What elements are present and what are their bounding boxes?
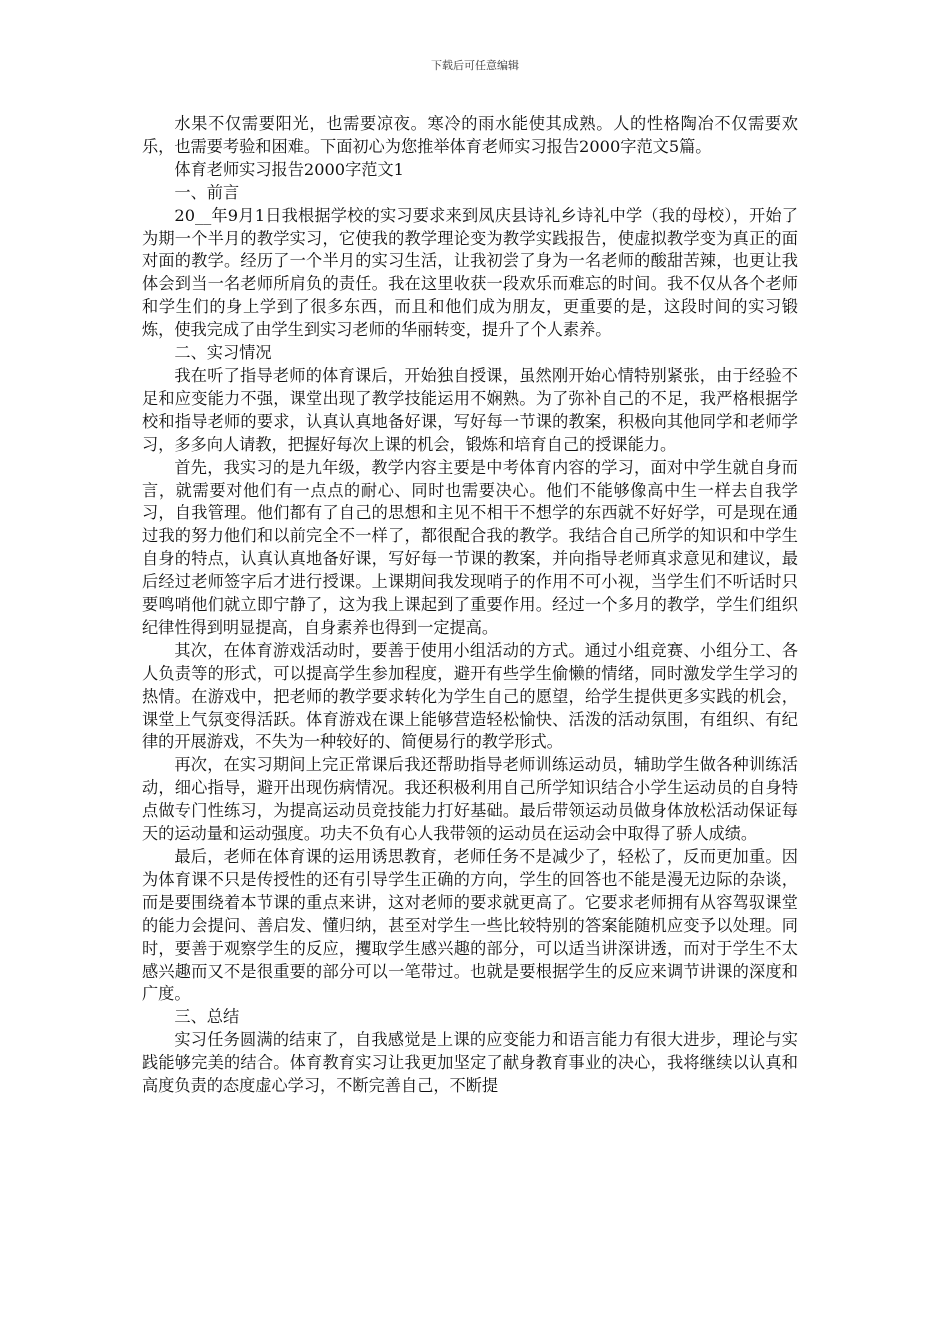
body-paragraph: 其次，在体育游戏活动时，要善于使用小组活动的方式。通过小组竞赛、小组分工、各人负责等的形式，可以提高学生参加程度，避开有些学生偷懒的情绪，同时激发学生学习的热情。在游戏中，把老师的教学要求转化为学生自己的愿望，给学生提供更多实践的机会，课堂上气氛变得活跃。体育游戏在课上能够营造轻松愉快、活泼的活动氛围，有组织、有纪律的开展游戏，不失为一种较好的、简便易行的教学形式。 xyxy=(142,640,798,752)
body-paragraph: 我在听了指导老师的体育课后，开始独自授课，虽然刚开始心情特别紧张，由于经验不足和应变能力不强，课堂出现了教学技能运用不娴熟。为了弥补自己的不足，我严格根据学校和指导老师的要求，认真认真地备好课，写好每一节课的教案，积极向其他同学和老师学习，多多向人请教，把握好每次上课的机会，锻炼和培育自己的授课能力。 xyxy=(142,365,798,454)
section-heading-internship: 二、实习情况 xyxy=(174,343,272,363)
intro-paragraph: 水果不仅需要阳光，也需要凉夜。寒冷的雨水能使其成熟。人的性格陶冶不仅需要欢乐，也需要考验和困难。下面初心为您推举体育老师实习报告2000字范文5篇。 xyxy=(142,114,798,156)
body-paragraph: 实习任务圆满的结束了，自我感觉是上课的应变能力和语言能力有很大进步，理论与实践能够完美的结合。体育教育实习让我更加坚定了献身教育事业的决心，我将继续以认真和高度负责的态度虚心学习，不断完善自己，不断提 xyxy=(142,1030,798,1096)
section-heading-preface: 一、前言 xyxy=(174,182,240,202)
body-paragraph: 再次，在实习期间上完正常课后我还帮助指导老师训练运动员，辅助学生做各种训练活动，细心指导，避开出现伤病情况。我还积极利用自己所学知识结合小学生运动员的自身特点做专门性练习，为提高运动员竞技能力打好基础。最后带领运动员做身体放松活动保证每天的运动量和运动强度。功夫不负有心人我带领的运动员在运动会中取得了骄人成绩。 xyxy=(142,755,798,844)
section-heading-summary: 三、总结 xyxy=(174,1007,240,1027)
page-header: 下载后可任意编辑 xyxy=(431,59,519,72)
body-paragraph: 首先，我实习的是九年级，教学内容主要是中考体育内容的学习，面对中学生就自身而言，就需要对他们有一点点的耐心、同时也需要决心。他们不能够像高中生一样去自我学习，自我管理。他们都有了自己的思想和主见不相干不想学的东西就不好好学，可是现在通过我的努力他们和以前完全不一样了，都很配合我的教学。我结合自己所学的知识和中学生自身的特点，认真认真地备好课，写好每一节课的教案，并向指导老师真求意见和建议，最后经过老师签字后才进行授课。上课期间我发现哨子的作用不可小视，当学生们不听话时只要鸣哨他们就立即宁静了，这为我上课起到了重要作用。经过一个多月的教学，学生们组织纪律性得到明显提高，自身素养也得到一定提高。 xyxy=(142,457,798,637)
document-body xyxy=(142,113,798,1098)
report-title: 体育老师实习报告2000字范文1 xyxy=(174,159,404,179)
body-paragraph: 最后，老师在体育课的运用诱思教育，老师任务不是减少了，轻松了，反而更加重。因为体育课不只是传授性的还有引导学生正确的方向，学生的回答也不能是漫无边际的杂谈，而是要围绕着本节课的重点来讲，这对老师的要求就更高了。它要求老师拥有从容驾驭课堂的能力会提问、善启发、懂归纳，甚至对学生一些比较特别的答案能随机应变予以处理。同时，要善于观察学生的反应，攫取学生感兴趣的部分，可以适当讲深讲透，而对于学生不太感兴趣而又不是很重要的部分可以一笔带过。也就是要根据学生的反应来调节讲课的深度和广度。 xyxy=(142,847,798,1004)
body-paragraph: 20__年9月1日我根据学校的实习要求来到凤庆县诗礼乡诗礼中学（我的母校），开始了为期一个半月的教学实习，它使我的教学理论变为教学实践报告，使虚拟教学变为真正的面对面的教学。经历了一个半月的实习生活，让我初尝了身为一名老师的酸甜苦辣，也更让我体会到当一名老师所肩负的责任。我在这里收获一段欢乐而难忘的时间。我不仅从各个老师和学生们的身上学到了很多东西，而且和他们成为朋友，更重要的是，这段时间的实习锻炼，使我完成了由学生到实习老师的华丽转变，提升了个人素养。 xyxy=(142,205,798,340)
